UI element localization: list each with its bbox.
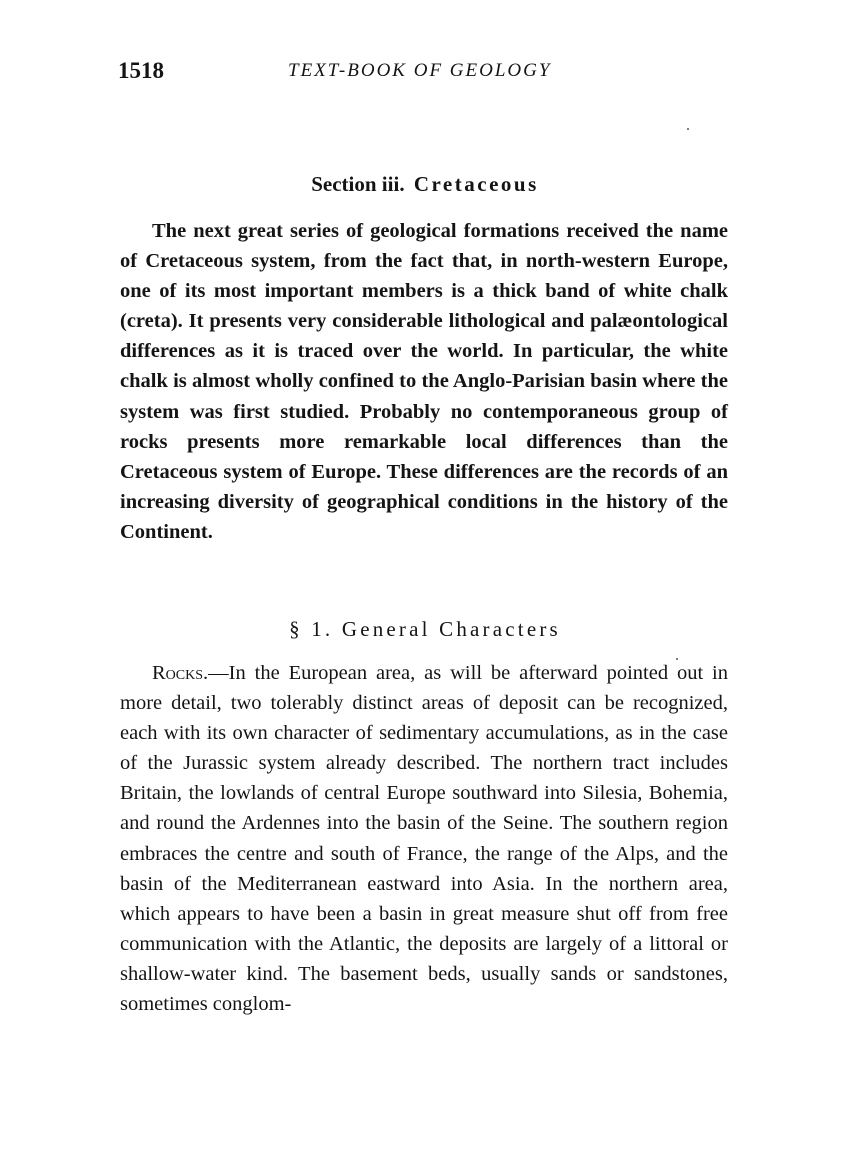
rocks-lead-in: Rocks. xyxy=(152,662,209,684)
print-speck xyxy=(676,658,678,660)
print-speck xyxy=(687,128,689,130)
page-number: 1518 xyxy=(118,58,164,83)
running-title: TEXT-BOOK OF GEOLOGY xyxy=(288,60,552,81)
intro-paragraph: The next great series of geological formations received the name of Cretaceous system, from the fact that, in north-western Europe, one of its most important members is a thick band of white chalk (creta). It presents very considerable lithological and palæontological differences as it is traced over the world. In particular, the white chalk is almost wholly confined to the Anglo-Parisian basin where the system was first studied. Probably no contemporaneous group of rocks presents more remarkable local differences than the Cretaceous system of Europe. These differences are the records of an increasing diversity of geographical conditions in the history of the Continent. xyxy=(120,220,728,543)
rocks-paragraph xyxy=(120,658,728,1019)
section-name: Cretaceous xyxy=(413,172,539,196)
running-head xyxy=(118,58,730,90)
section-heading xyxy=(0,172,850,197)
section-label: Section iii. xyxy=(311,172,405,196)
rocks-paragraph-body: —In the European area, as will be afterward pointed out in more detail, two tolerably distinct areas of deposit can be recognized, each with its own character of sedimentary accumulations, as in the case of the Jurassic system already described. The northern tract includes Britain, the lowlands of central Europe southward into Silesia, Bohemia, and round the Ardennes into the basin of the Seine. The southern region embraces the centre and south of France, the range of the Alps, and the basin of the Mediterranean eastward into Asia. In the northern area, which appears to have been a basin in great measure shut off from free communication with the Atlantic, the deposits are largely of a littoral or shallow-water kind. The basement beds, usually sands or sandstones, sometimes conglom- xyxy=(120,662,728,1016)
subsection-heading: § 1. General Characters xyxy=(289,617,561,641)
